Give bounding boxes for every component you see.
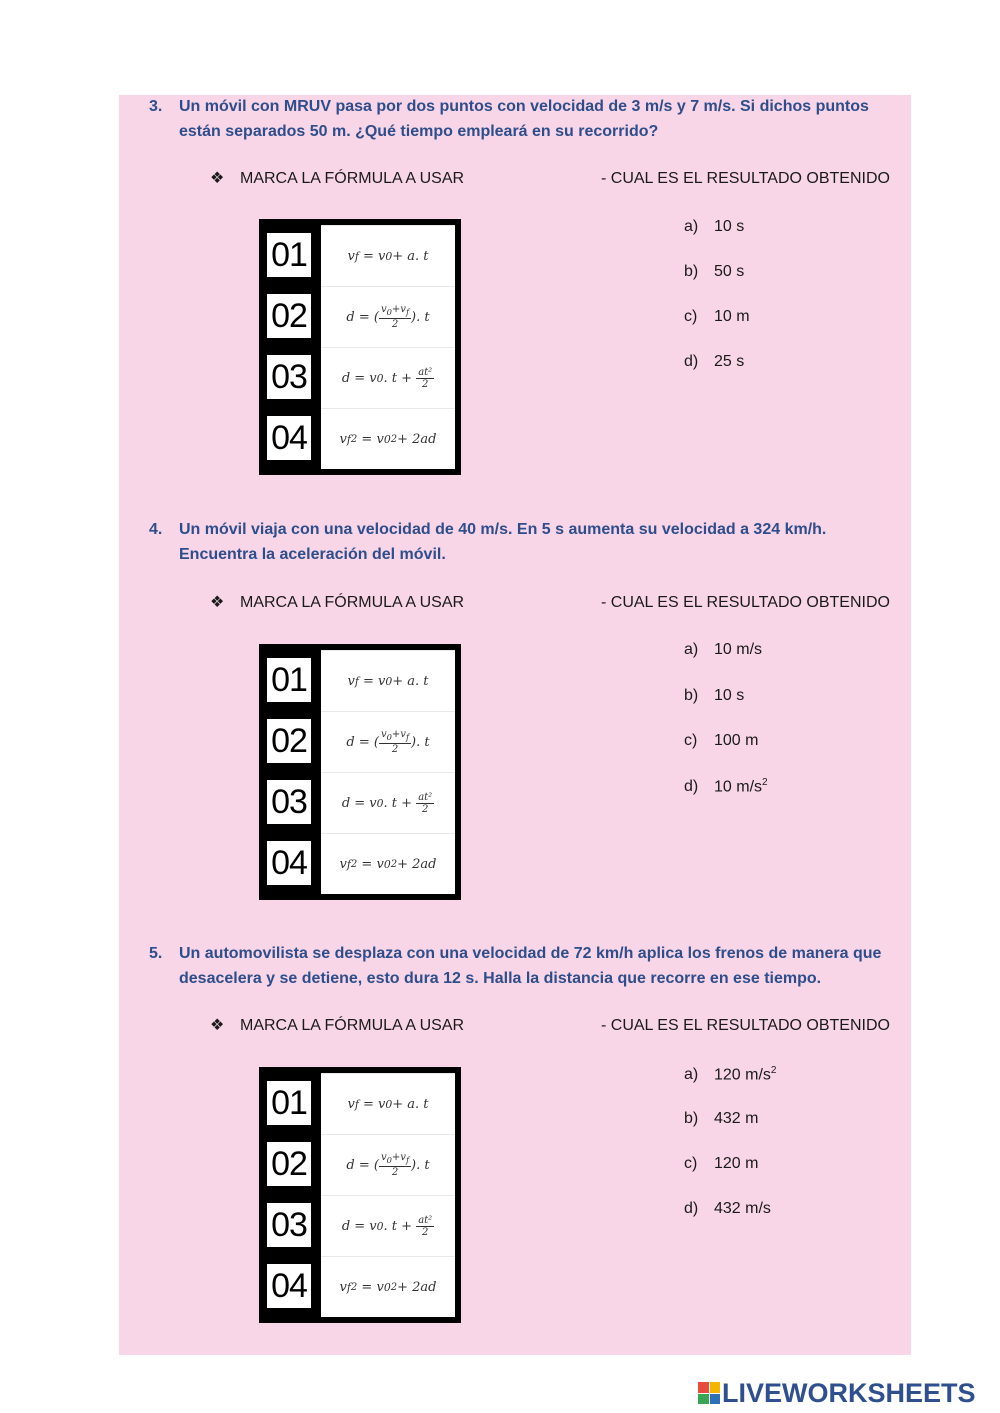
formula-number: 04 [267,416,311,460]
formula-equation: d = ( $\frac{v_0+v_f}{2}$ ). t [321,1134,455,1195]
logo-text: LIVEWORKSHEETS [722,1377,976,1408]
option-a[interactable]: a) 120 $m/s^2$ [684,1065,777,1084]
formula-row[interactable] [259,225,461,285]
worksheet-page [119,95,911,1355]
formula-row[interactable] [259,833,461,893]
instruction-formula: ❖ MARCA LA FÓRMULA A USAR [210,170,465,187]
option-d[interactable]: d) 25 s [684,353,745,370]
question-number: 3. [149,98,163,115]
formula-row[interactable] [259,408,461,468]
formula-number: 02 [267,719,311,763]
formula-number: 01 [267,1081,311,1125]
formula-equation: v f 2 = v 0 2 + 2ad [321,408,455,469]
formula-equation: v f 2 = v 0 2 + 2ad [321,1256,455,1317]
question-number: 4. [149,521,163,538]
formula-equation: d = ( $\frac{v_0+v_f}{2}$ ). t [321,286,455,347]
option-c[interactable]: c) 120 m [684,1155,759,1172]
formula-row[interactable] [259,772,461,832]
formula-table [259,1067,461,1323]
instruction-result: - CUAL ES EL RESULTADO OBTENIDO [601,594,890,611]
option-b[interactable]: b) 50 s [684,263,745,280]
question-number: 5. [149,945,163,962]
question-text: Un móvil con MRUV pasa por dos puntos con velocidad de 3 m/s y 7 m/s. Si dichos puntos están separados 50 m. ¿Qué tiempo empleará en su recorrido? [179,98,869,140]
formula-row[interactable] [259,650,461,710]
formula-number: 01 [267,658,311,702]
diamond-bullet-icon: ❖ [210,1017,225,1034]
option-b[interactable]: b) 10 s [684,687,745,704]
formula-row[interactable] [259,711,461,771]
formula-row[interactable] [259,1256,461,1316]
formula-equation: v f = v 0 + a. t [321,1073,455,1134]
formula-equation: v f = v 0 + a. t [321,225,455,286]
instruction-formula: ❖ MARCA LA FÓRMULA A USAR [210,594,465,611]
question-text: Un móvil viaja con una velocidad de 40 m/s. En 5 s aumenta su velocidad a 324 km/h. Encuentra la aceleración del móvil. [179,521,827,563]
formula-number: 02 [267,294,311,338]
formula-number: 03 [267,780,311,824]
formula-number: 03 [267,1203,311,1247]
option-d[interactable]: d) 10 $m/s^2$ [684,777,768,796]
formula-equation: v f = v 0 + a. t [321,650,455,711]
formula-number: 04 [267,1264,311,1308]
formula-equation: v f 2 = v 0 2 + 2ad [321,833,455,894]
option-b[interactable]: b) 432 m [684,1110,759,1127]
question-text: Un automovilista se desplaza con una velocidad de 72 km/h aplica los frenos de manera que desacelera y se detiene, esto dura 12 s. Halla la distancia que recorre en ese tiempo. [179,945,882,987]
diamond-bullet-icon: ❖ [210,594,225,611]
option-a[interactable]: a) 10 m/s [684,641,763,658]
formula-row[interactable] [259,1195,461,1255]
formula-equation: d = v 0 . t + $\frac{\text{at²}}{2}$ [321,772,455,833]
instruction-formula: ❖ MARCA LA FÓRMULA A USAR [210,1017,465,1034]
liveworksheets-logo[interactable] [698,1378,976,1408]
logo-grid-icon [698,1382,720,1404]
formula-number: 03 [267,355,311,399]
formula-equation: d = v 0 . t + $\frac{\text{at²}}{2}$ [321,347,455,408]
option-d[interactable]: d) 432 m/s [684,1200,771,1217]
option-c[interactable]: c) 100 m [684,732,759,749]
formula-equation: d = ( $\frac{v_0+v_f}{2}$ ). t [321,711,455,772]
formula-number: 02 [267,1142,311,1186]
diamond-bullet-icon: ❖ [210,170,225,187]
instruction-result: - CUAL ES EL RESULTADO OBTENIDO [601,170,890,187]
formula-table [259,644,461,900]
formula-equation: d = v 0 . t + $\frac{\text{at²}}{2}$ [321,1195,455,1256]
instruction-result: - CUAL ES EL RESULTADO OBTENIDO [601,1017,890,1034]
formula-row[interactable] [259,347,461,407]
formula-number: 04 [267,841,311,885]
formula-table [259,219,461,475]
formula-row[interactable] [259,286,461,346]
formula-number: 01 [267,233,311,277]
formula-row[interactable] [259,1134,461,1194]
option-c[interactable]: c) 10 m [684,308,750,325]
formula-row[interactable] [259,1073,461,1133]
option-a[interactable]: a) 10 s [684,218,745,235]
